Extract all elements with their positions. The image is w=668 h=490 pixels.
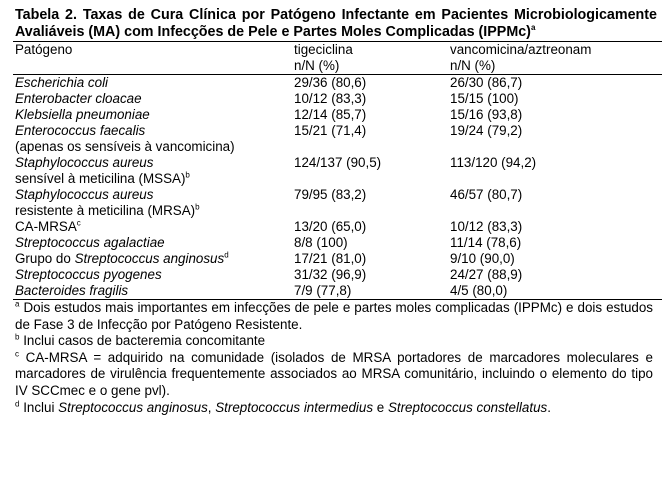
- tigecycline-value: 17/21 (81,0): [294, 251, 367, 266]
- table-row-continuation: [13, 203, 662, 219]
- table-caption-text: Tabela 2. Taxas de Cura Clínica por Patógeno Infectante em Pacientes Microbiologicamente Avaliáveis (MA) com Infecções de Pele e Partes Moles Complicadas (IPPMc): [15, 7, 657, 40]
- footnote-text: CA-MRSA = adquirido na comunidade (isolados de MRSA portadores de marcadores moleculares e marcadores de virulência frequentemente associados ao MRSA comunitário, incluindo o elemento do tipo IV SCCmec e o gene pvl).: [15, 349, 653, 398]
- footnote-marker: a: [15, 299, 20, 309]
- pathogen-name: Klebsiella pneumoniae: [15, 107, 150, 122]
- table-row: [13, 123, 662, 139]
- header-vancomycin-unit: n/N (%): [448, 58, 662, 75]
- vancomycin-value: 9/10 (90,0): [450, 251, 515, 266]
- footnote-mark: b: [185, 170, 190, 180]
- vancomycin-value: 10/12 (83,3): [450, 219, 523, 234]
- vancomycin-value: 11/14 (78,6): [450, 235, 522, 250]
- table-row: [13, 235, 662, 251]
- footnote-d: [15, 400, 653, 417]
- footnote-text-part: .: [547, 399, 551, 415]
- tigecycline-value: 124/137 (90,5): [294, 155, 382, 170]
- vancomycin-value: 4/5 (80,0): [448, 283, 662, 300]
- pathogen-name-text: Streptococcus anginosus: [74, 251, 225, 266]
- caption-footnote-mark: a: [530, 23, 536, 33]
- pathogen-name: Bacteroides fragilis: [13, 283, 292, 300]
- tigecycline-value: 79/95 (83,2): [294, 187, 367, 202]
- pathogen-name: [13, 219, 292, 235]
- pathogen-name: Enterococcus faecalis: [15, 123, 146, 138]
- table-row: [13, 75, 662, 92]
- vancomycin-value: 26/30 (86,7): [450, 75, 523, 90]
- footnote-mark: b: [195, 202, 200, 212]
- table-caption: [15, 7, 657, 41]
- header-vancomycin-aztreonam: vancomicina/aztreonam: [448, 42, 662, 59]
- table-row: [13, 187, 662, 203]
- table-header-row: [13, 42, 662, 59]
- footnote-mark: d: [224, 250, 229, 260]
- tigecycline-value: 29/36 (80,6): [294, 75, 367, 90]
- footnote-marker: c: [15, 349, 19, 359]
- pathogen-qualifier-text: sensível à meticilina (MSSA): [15, 171, 186, 186]
- pathogen-qualifier-text: resistente à meticilina (MRSA): [15, 203, 196, 218]
- tigecycline-value: 31/32 (96,9): [294, 267, 367, 282]
- pathogen-name-text: CA-MRSA: [15, 219, 77, 234]
- table-row: [13, 251, 662, 267]
- pathogen-qualifier: [13, 203, 292, 219]
- tigecycline-value: 15/21 (71,4): [294, 123, 367, 138]
- header-tigecycline-unit: n/N (%): [292, 58, 448, 75]
- pathogen-name: [13, 251, 292, 267]
- pathogen-qualifier: (apenas os sensíveis à vancomicina): [15, 139, 235, 154]
- vancomycin-value: 113/120 (94,2): [450, 155, 537, 170]
- pathogen-name: Staphylococcus aureus: [15, 187, 154, 202]
- footnote-a: [15, 300, 653, 333]
- footnote-marker: d: [15, 399, 20, 409]
- pathogen-cure-rate-table: [13, 41, 662, 300]
- footnote-c: [15, 350, 653, 400]
- pathogen-name-prefix: Grupo do: [15, 251, 75, 266]
- table-row: [13, 283, 662, 300]
- footnote-marker: b: [15, 332, 20, 342]
- footnote-mark: c: [76, 218, 81, 228]
- pathogen-name: Escherichia coli: [15, 75, 109, 90]
- table-row: [13, 155, 662, 171]
- tigecycline-value: 12/14 (85,7): [294, 107, 367, 122]
- tigecycline-value: 8/8 (100): [294, 235, 348, 250]
- pathogen-name: Streptococcus pyogenes: [15, 267, 162, 282]
- pathogen-qualifier: [13, 171, 292, 187]
- pathogen-name: Staphylococcus aureus: [15, 155, 154, 170]
- footnote-text: Dois estudos mais importantes em infecções de pele e partes moles complicadas (IPPMc) e dois estudos de Fase 3 de Infecção por Patógeno Resistente.: [15, 300, 653, 332]
- footnote-text-part: Inclui: [23, 399, 59, 415]
- species-name: Streptococcus intermedius: [215, 399, 374, 415]
- vancomycin-value: 15/15 (100): [450, 91, 519, 106]
- header-blank: [13, 58, 292, 75]
- pathogen-name: Streptococcus agalactiae: [15, 235, 165, 250]
- table-row-continuation: [13, 171, 662, 187]
- vancomycin-value: 15/16 (93,8): [450, 107, 523, 122]
- species-name: Streptococcus anginosus: [58, 399, 208, 415]
- tigecycline-value: 7/9 (77,8): [292, 283, 448, 300]
- table-row: [13, 91, 662, 107]
- table-footnotes: [15, 300, 653, 416]
- footnote-b: [15, 333, 653, 350]
- tigecycline-value: 10/12 (83,3): [294, 91, 367, 106]
- vancomycin-value: 24/27 (88,9): [450, 267, 523, 282]
- document-page: [4, 0, 664, 416]
- tigecycline-value: 13/20 (65,0): [294, 219, 367, 234]
- footnote-text-part: ,: [207, 399, 216, 415]
- header-tigecycline: tigeciclina: [292, 42, 448, 59]
- pathogen-name: Enterobacter cloacae: [15, 91, 142, 106]
- header-pathogen: Patógeno: [13, 42, 292, 59]
- table-header-subrow: [13, 58, 662, 75]
- species-name: Streptococcus constellatus: [387, 399, 548, 415]
- table-row: [13, 219, 662, 235]
- vancomycin-value: 19/24 (79,2): [450, 123, 523, 138]
- footnote-text: Inclui casos de bacteremia concomitante: [23, 333, 266, 349]
- vancomycin-value: 46/57 (80,7): [450, 187, 523, 202]
- table-row: [13, 107, 662, 123]
- table-row-continuation: [13, 139, 662, 155]
- table-row: [13, 267, 662, 283]
- footnote-text-part: e: [373, 399, 388, 415]
